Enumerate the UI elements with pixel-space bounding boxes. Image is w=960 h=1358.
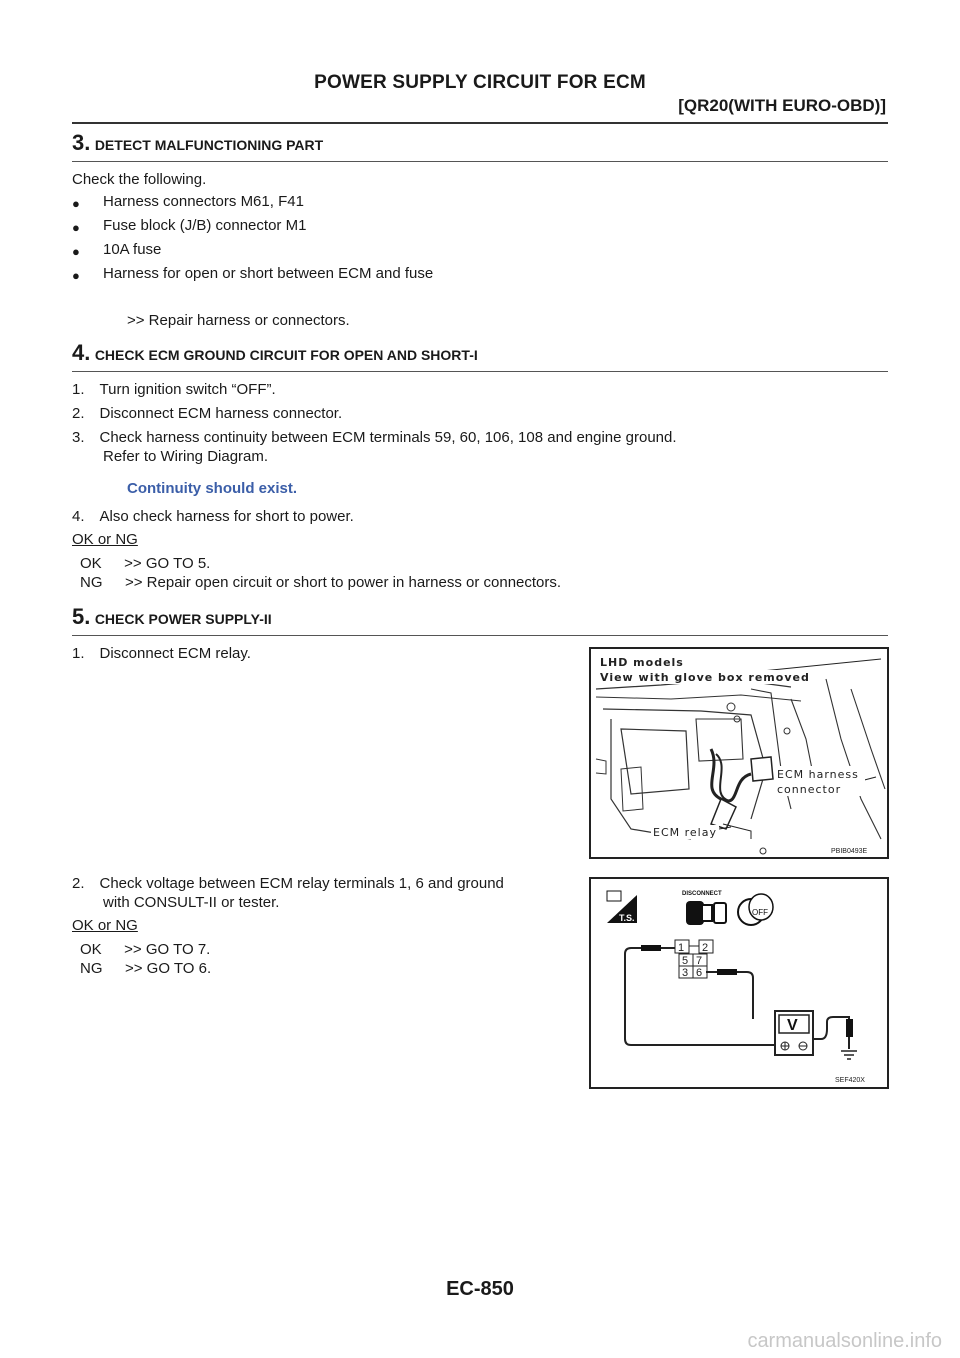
list-item: 2. Disconnect ECM harness connector. xyxy=(72,405,343,422)
ok-or-ng-label: OK or NG xyxy=(72,917,138,934)
step-number: 4. xyxy=(72,340,91,365)
list-item: 10A fuse xyxy=(103,241,162,258)
callout-ecm-relay: ECM relay xyxy=(653,826,717,839)
hand-icon xyxy=(607,891,621,901)
spec-text: Continuity should exist. xyxy=(127,480,298,497)
page-subtitle: [QR20(WITH EURO-OBD)] xyxy=(678,96,886,115)
terminal-label: 2 xyxy=(702,942,709,954)
relay-terminal-block xyxy=(675,940,713,979)
figure-label-view: View with glove box removed xyxy=(600,671,810,684)
figure-voltage-check xyxy=(589,877,889,1089)
callout-connector: connector xyxy=(777,783,842,796)
bullet-icon: ● xyxy=(72,268,80,283)
step-3-heading xyxy=(72,130,323,156)
list-item: Fuse block (J/B) connector M1 xyxy=(103,217,307,234)
step-5-heading xyxy=(72,604,272,630)
page-title: POWER SUPPLY CIRCUIT FOR ECM xyxy=(314,72,646,93)
list-item: Harness connectors M61, F41 xyxy=(103,193,304,210)
step-rule xyxy=(72,161,888,162)
off-label: OFF xyxy=(752,908,768,917)
ng-result: NG >> GO TO 6. xyxy=(80,960,212,977)
list-item: 3. Check harness continuity between ECM terminals 59, 60, 106, 108 and engine ground. xyxy=(72,429,677,446)
figure-code: PBIB0493E xyxy=(831,848,868,855)
ok-result: OK >> GO TO 7. xyxy=(80,941,211,958)
step-rule xyxy=(72,635,888,636)
terminal-label: 3 xyxy=(682,967,689,979)
bullet-icon: ● xyxy=(72,196,80,211)
step-3-intro: Check the following. xyxy=(72,171,207,188)
step-rule xyxy=(72,371,888,372)
list-item: 2. Check voltage between ECM relay terminals 1, 6 and ground xyxy=(72,875,504,892)
voltmeter-label: V xyxy=(787,1017,798,1034)
list-item: 1. Turn ignition switch “OFF”. xyxy=(72,381,276,398)
step-number: 3. xyxy=(72,130,91,155)
list-item-continuation: Refer to Wiring Diagram. xyxy=(103,448,269,465)
list-item: 1. Disconnect ECM relay. xyxy=(72,645,251,662)
list-item-continuation: with CONSULT-II or tester. xyxy=(103,894,280,911)
header-rule xyxy=(72,122,888,124)
figure-code: SEF420X xyxy=(835,1077,865,1084)
ng-result: NG >> Repair open circuit or short to power in harness or connectors. xyxy=(80,574,562,591)
step-number: 5. xyxy=(72,604,91,629)
list-item: 4. Also check harness for short to power. xyxy=(72,508,354,525)
step-title: DETECT MALFUNCTIONING PART xyxy=(94,137,324,153)
ok-or-ng-label: OK or NG xyxy=(72,531,138,548)
bullet-icon: ● xyxy=(72,220,80,235)
terminal-label: 5 xyxy=(682,955,689,967)
terminal-label: 1 xyxy=(678,942,685,954)
watermark: carmanualsonline.info xyxy=(747,1330,942,1352)
ts-label: T.S. xyxy=(619,913,635,923)
step-3-result: >> Repair harness or connectors. xyxy=(127,312,350,329)
ecm-relay-illustration xyxy=(591,649,887,857)
ok-result: OK >> GO TO 5. xyxy=(80,555,211,572)
callout-ecm-harness: ECM harness xyxy=(777,768,859,781)
step-title: CHECK POWER SUPPLY-II xyxy=(94,611,272,627)
voltmeter-icon xyxy=(775,1011,813,1055)
terminal-label: 6 xyxy=(696,967,703,979)
list-item: Harness for open or short between ECM and fuse xyxy=(103,265,434,282)
disconnect-label: DISCONNECT xyxy=(682,891,722,897)
bullet-icon: ● xyxy=(72,244,80,259)
step-4-heading xyxy=(72,340,478,366)
terminal-label: 7 xyxy=(696,955,703,967)
page-number: EC-850 xyxy=(446,1278,514,1300)
step-title: CHECK ECM GROUND CIRCUIT FOR OPEN AND SHORT-I xyxy=(94,347,478,363)
figure-ecm-relay-location xyxy=(589,647,889,859)
figure-label-lhd: LHD models xyxy=(600,656,684,669)
voltage-check-illustration xyxy=(591,879,887,1087)
